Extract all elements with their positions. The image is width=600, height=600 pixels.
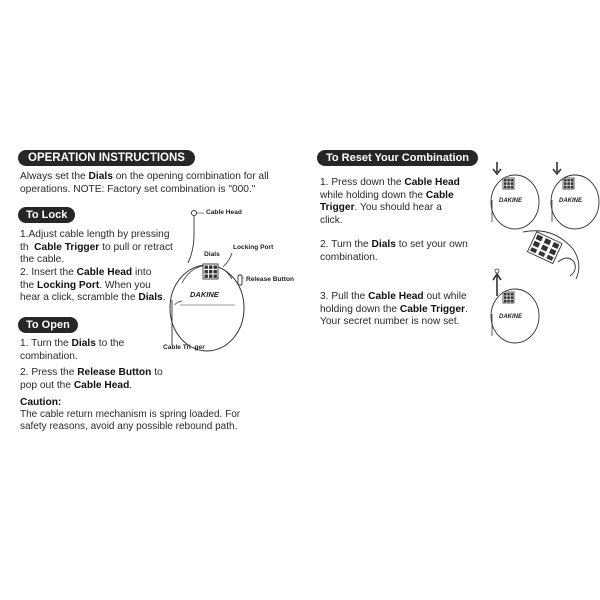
open-step-1-text: to the combination. [20, 338, 125, 362]
reset-step-2-text: 2. Turn the [320, 239, 372, 250]
open-step-2-text: to pop out the [20, 367, 163, 391]
lock-step-1-bold: Cable Trigger [34, 241, 100, 253]
open-step-2-text: . [129, 379, 133, 391]
down-arrow-icon [553, 162, 561, 174]
open-step-1-bold: Dials [71, 338, 96, 349]
reset-step-1-text: while holding down the [320, 189, 426, 201]
reset-step-3-text: . Your secret number is now set. [320, 303, 468, 328]
cable-head-icon [495, 269, 499, 273]
label-release-button: Release Button [246, 276, 294, 283]
lock-step-2-text: 2. Insert the [20, 267, 77, 278]
lock-step-2-bold: Locking Port [37, 279, 100, 291]
dials-icon [503, 292, 514, 303]
lock-step-2-text: . [162, 292, 166, 304]
cable-head-icon [191, 210, 196, 215]
caution-title: Caution: [20, 397, 62, 408]
lock-step-2-bold: Cable Head [76, 267, 133, 278]
hand-icon [558, 258, 575, 276]
cable-line [188, 216, 194, 263]
dials-icon [203, 264, 218, 279]
lock-step-1 [20, 229, 180, 267]
brand-logo: DAKINE [190, 290, 219, 299]
open-step-2-bold: Cable Head [73, 379, 130, 391]
down-arrow-icon [493, 162, 501, 174]
lock-step-2-text: . When you hear a click, scramble the [20, 279, 151, 304]
lock-diagram [160, 205, 300, 365]
to-open-header: To Open [18, 317, 78, 333]
reset-step-3-text: out while holding down the [320, 291, 467, 315]
lock-step-2-text: into the [20, 267, 152, 291]
dials-icon [503, 178, 514, 189]
reset-step-1-bold: Cable Head [404, 177, 460, 188]
brand-logo: DAKINE [499, 198, 523, 204]
open-step-1 [20, 338, 135, 363]
intro-bold: Dials [88, 171, 113, 182]
reset-step-1 [320, 177, 465, 227]
intro-part: Always set the [20, 171, 89, 182]
label-dials: Dials [204, 251, 220, 258]
open-step-1-text: 1. Turn the [20, 338, 72, 349]
open-step-2-text: 2. Press the [20, 367, 78, 378]
reset-combination-header: To Reset Your Combination [317, 150, 478, 166]
reset-step-3 [320, 291, 475, 329]
label-cable-head: Cable Head [206, 209, 242, 216]
brand-logo: DAKINE [499, 314, 523, 320]
brand-logo: DAKINE [559, 198, 583, 204]
dials-icon [563, 178, 574, 189]
reset-step-1-bold: Cable Trigger [320, 189, 454, 214]
label-cable-trigger: Cable Tri ger [163, 344, 205, 351]
up-arrow-icon [493, 274, 501, 296]
reset-step-1-text: 1. Press down the [320, 177, 405, 188]
open-step-2 [20, 367, 180, 392]
label-locking-port: Locking Port [233, 244, 274, 251]
reset-step-2 [320, 239, 470, 264]
lock-step-2-bold: Dials [138, 292, 163, 304]
intro-text [20, 171, 275, 196]
reset-step-3-diagram [485, 268, 545, 348]
reset-step-3-bold: Cable Head [368, 291, 424, 302]
locking-port-icon [223, 253, 232, 267]
reset-step-2-text: to set your own combination. [320, 239, 468, 263]
reset-step-3-bold: Cable Trigger [399, 303, 465, 315]
lock-step-1-text: 1.Adjust cable length by pressing th [20, 229, 173, 253]
lock-step-2 [20, 267, 168, 305]
reset-step-1-text: . You should hear a click. [320, 202, 442, 226]
release-button-icon [238, 275, 242, 285]
operation-instructions-header: OPERATION INSTRUCTIONS [18, 150, 195, 166]
to-lock-header: To Lock [18, 207, 75, 223]
intro-part: on the opening combination for all operations. NOTE: Factory set combination is "000." [20, 171, 269, 195]
reset-step-3-text: 3. Pull the [320, 291, 369, 302]
reset-step-2-bold: Dials [371, 239, 396, 250]
caution-text: The cable return mechanism is spring loaded. For safety reasons, avoid any possible rebound path. [20, 409, 241, 432]
open-step-2-bold: Release Button [77, 367, 152, 378]
trigger-detail [175, 301, 182, 305]
lock-step-1-text: to pull or retract the cable. [20, 241, 173, 266]
